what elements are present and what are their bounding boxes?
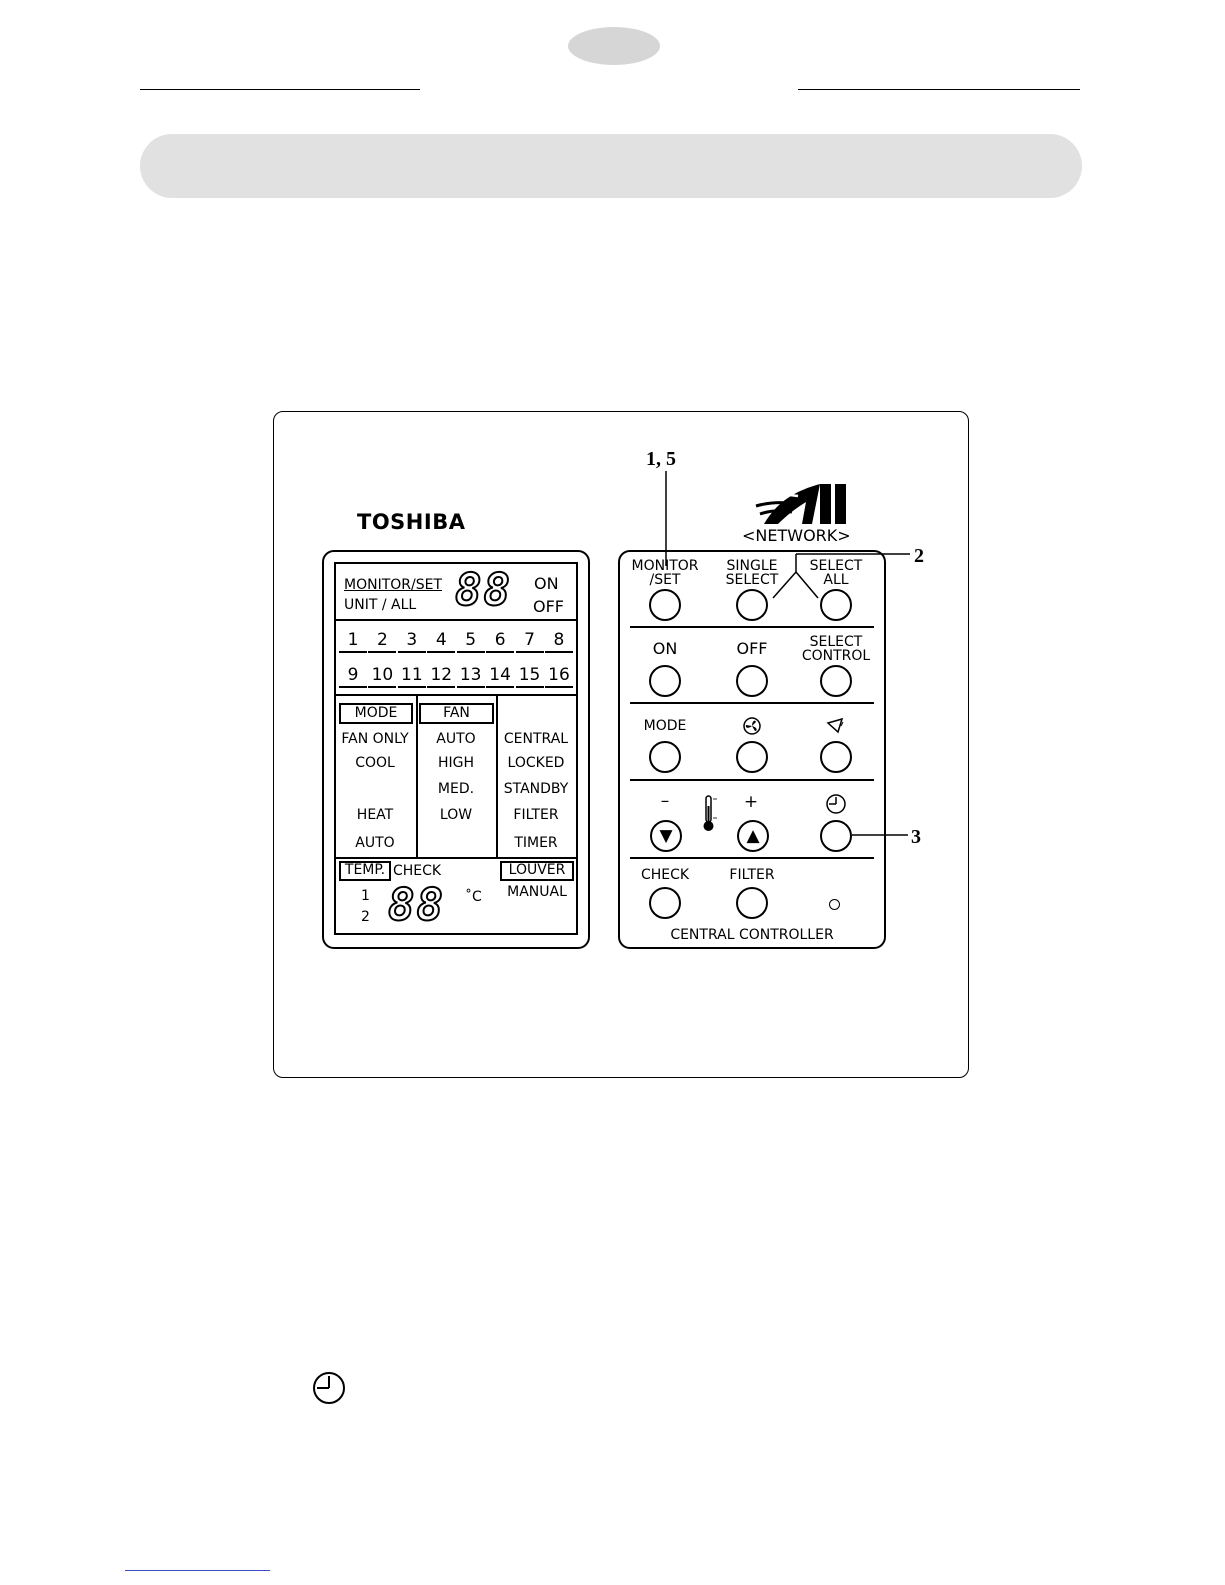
label-line: SELECT: [809, 634, 863, 650]
fan-auto: AUTO: [436, 731, 476, 747]
select-control-button[interactable]: [820, 665, 852, 697]
fan-high: HIGH: [437, 755, 475, 771]
off-button[interactable]: [736, 665, 768, 697]
on-indicator: ON: [534, 574, 559, 593]
brand-logo: TOSHIBA: [357, 510, 466, 534]
unit-number: 6: [486, 632, 514, 653]
status-central: CENTRAL: [503, 731, 569, 747]
mode-header: MODE: [339, 703, 413, 724]
fan-speed-button[interactable]: [736, 741, 768, 773]
unit-number: 16: [545, 667, 573, 688]
label-line: CONTROL: [801, 648, 871, 664]
lcd-divider-mode: [416, 694, 418, 857]
unit-all-label: UNIT / ALL: [344, 597, 417, 613]
status-locked: LOCKED: [507, 755, 565, 771]
timer-button[interactable]: [820, 820, 852, 852]
off-button-label: OFF: [736, 639, 768, 658]
on-button-label: ON: [652, 639, 678, 658]
unit-number: 3: [398, 632, 426, 653]
lcd-divider-1: [334, 619, 578, 621]
controller-divider-2: [630, 702, 874, 704]
temp-label: TEMP.: [339, 861, 391, 881]
monitor-set-button[interactable]: [649, 589, 681, 621]
check-button[interactable]: [649, 887, 681, 919]
mode-button-label: MODE: [643, 718, 687, 734]
unit-number: 9: [339, 667, 367, 688]
status-timer: TIMER: [514, 835, 558, 851]
single-select-button[interactable]: [736, 589, 768, 621]
unit-number: 8: [545, 632, 573, 653]
indicator-lamp: [829, 899, 840, 910]
single-select-button-label: [726, 559, 779, 587]
temperature-digits: 88: [388, 880, 445, 931]
select-all-button[interactable]: [820, 589, 852, 621]
svg-text:<NETWORK>: <NETWORK>: [742, 526, 851, 545]
filter-reset-button[interactable]: [736, 887, 768, 919]
temp-down-button[interactable]: ▼: [650, 820, 682, 852]
unit-number: 13: [457, 667, 485, 688]
temp-up-label: +: [743, 792, 759, 812]
label-line: MONITOR: [631, 558, 699, 574]
check-indicator: CHECK: [393, 863, 442, 879]
clock-icon: [311, 1370, 347, 1406]
monitor-set-label: MONITOR/SET: [344, 577, 442, 593]
footer-rule: [125, 1570, 270, 1571]
unit-number: 4: [427, 632, 455, 653]
lcd-divider-3: [334, 857, 578, 859]
select-all-button-label: [810, 559, 863, 587]
label-line: SELECT: [809, 558, 863, 574]
clock-icon: [825, 793, 847, 815]
louver-header: LOUVER: [500, 861, 574, 881]
lcd-divider-2: [334, 694, 578, 696]
fan-header: FAN: [419, 703, 494, 724]
unit-numbers-row-1: [339, 632, 573, 653]
temp-down-label: –: [660, 791, 670, 811]
unit-number: 15: [516, 667, 544, 688]
temp-line-1: 1: [361, 888, 370, 904]
controller-divider-1: [630, 626, 874, 628]
louver-button[interactable]: [820, 741, 852, 773]
mode-heat: HEAT: [356, 807, 394, 823]
off-indicator: OFF: [533, 597, 564, 616]
louver-manual: MANUAL: [507, 884, 567, 900]
select-control-button-label: [802, 635, 870, 663]
on-button[interactable]: [649, 665, 681, 697]
label-line: ALL: [823, 572, 849, 588]
unit-number: 5: [457, 632, 485, 653]
mode-button[interactable]: [649, 741, 681, 773]
unit-number: 10: [368, 667, 396, 688]
fan-low: LOW: [439, 807, 473, 823]
controller-divider-4: [630, 857, 874, 859]
central-controller-label: CENTRAL CONTROLLER: [670, 927, 834, 943]
lcd-divider-fan: [496, 694, 498, 857]
fan-icon: [742, 716, 762, 736]
unit-number: 14: [486, 667, 514, 688]
monitor-set-button-label: [632, 559, 699, 587]
filter-button-label: FILTER: [729, 867, 775, 883]
unit-numbers-row-2: [339, 667, 573, 688]
status-standby: STANDBY: [503, 781, 569, 797]
mode-auto: AUTO: [355, 835, 395, 851]
celsius-unit: ˚C: [465, 889, 482, 905]
unit-number-digits: 88: [455, 565, 512, 616]
callout-2: 2: [914, 545, 924, 567]
status-filter: FILTER: [513, 807, 559, 823]
louver-icon: [826, 717, 846, 735]
mode-fan-only: FAN ONLY: [341, 731, 409, 747]
mode-cool: COOL: [355, 755, 395, 771]
fan-med: MED.: [437, 781, 475, 797]
check-button-label: CHECK: [640, 867, 690, 883]
temp-line-2: 2: [361, 909, 370, 925]
label-line: SELECT: [725, 572, 779, 588]
temp-up-button[interactable]: ▲: [737, 820, 769, 852]
label-line: /SET: [649, 572, 681, 588]
unit-number: 12: [427, 667, 455, 688]
unit-number: 1: [339, 632, 367, 653]
unit-number: 11: [398, 667, 426, 688]
label-line: SINGLE: [726, 558, 778, 574]
callout-3: 3: [911, 826, 921, 848]
callout-1-5: 1, 5: [646, 448, 676, 470]
thermometer-icon: [700, 794, 724, 834]
controller-divider-3: [630, 779, 874, 781]
unit-number: 2: [368, 632, 396, 653]
unit-number: 7: [516, 632, 544, 653]
